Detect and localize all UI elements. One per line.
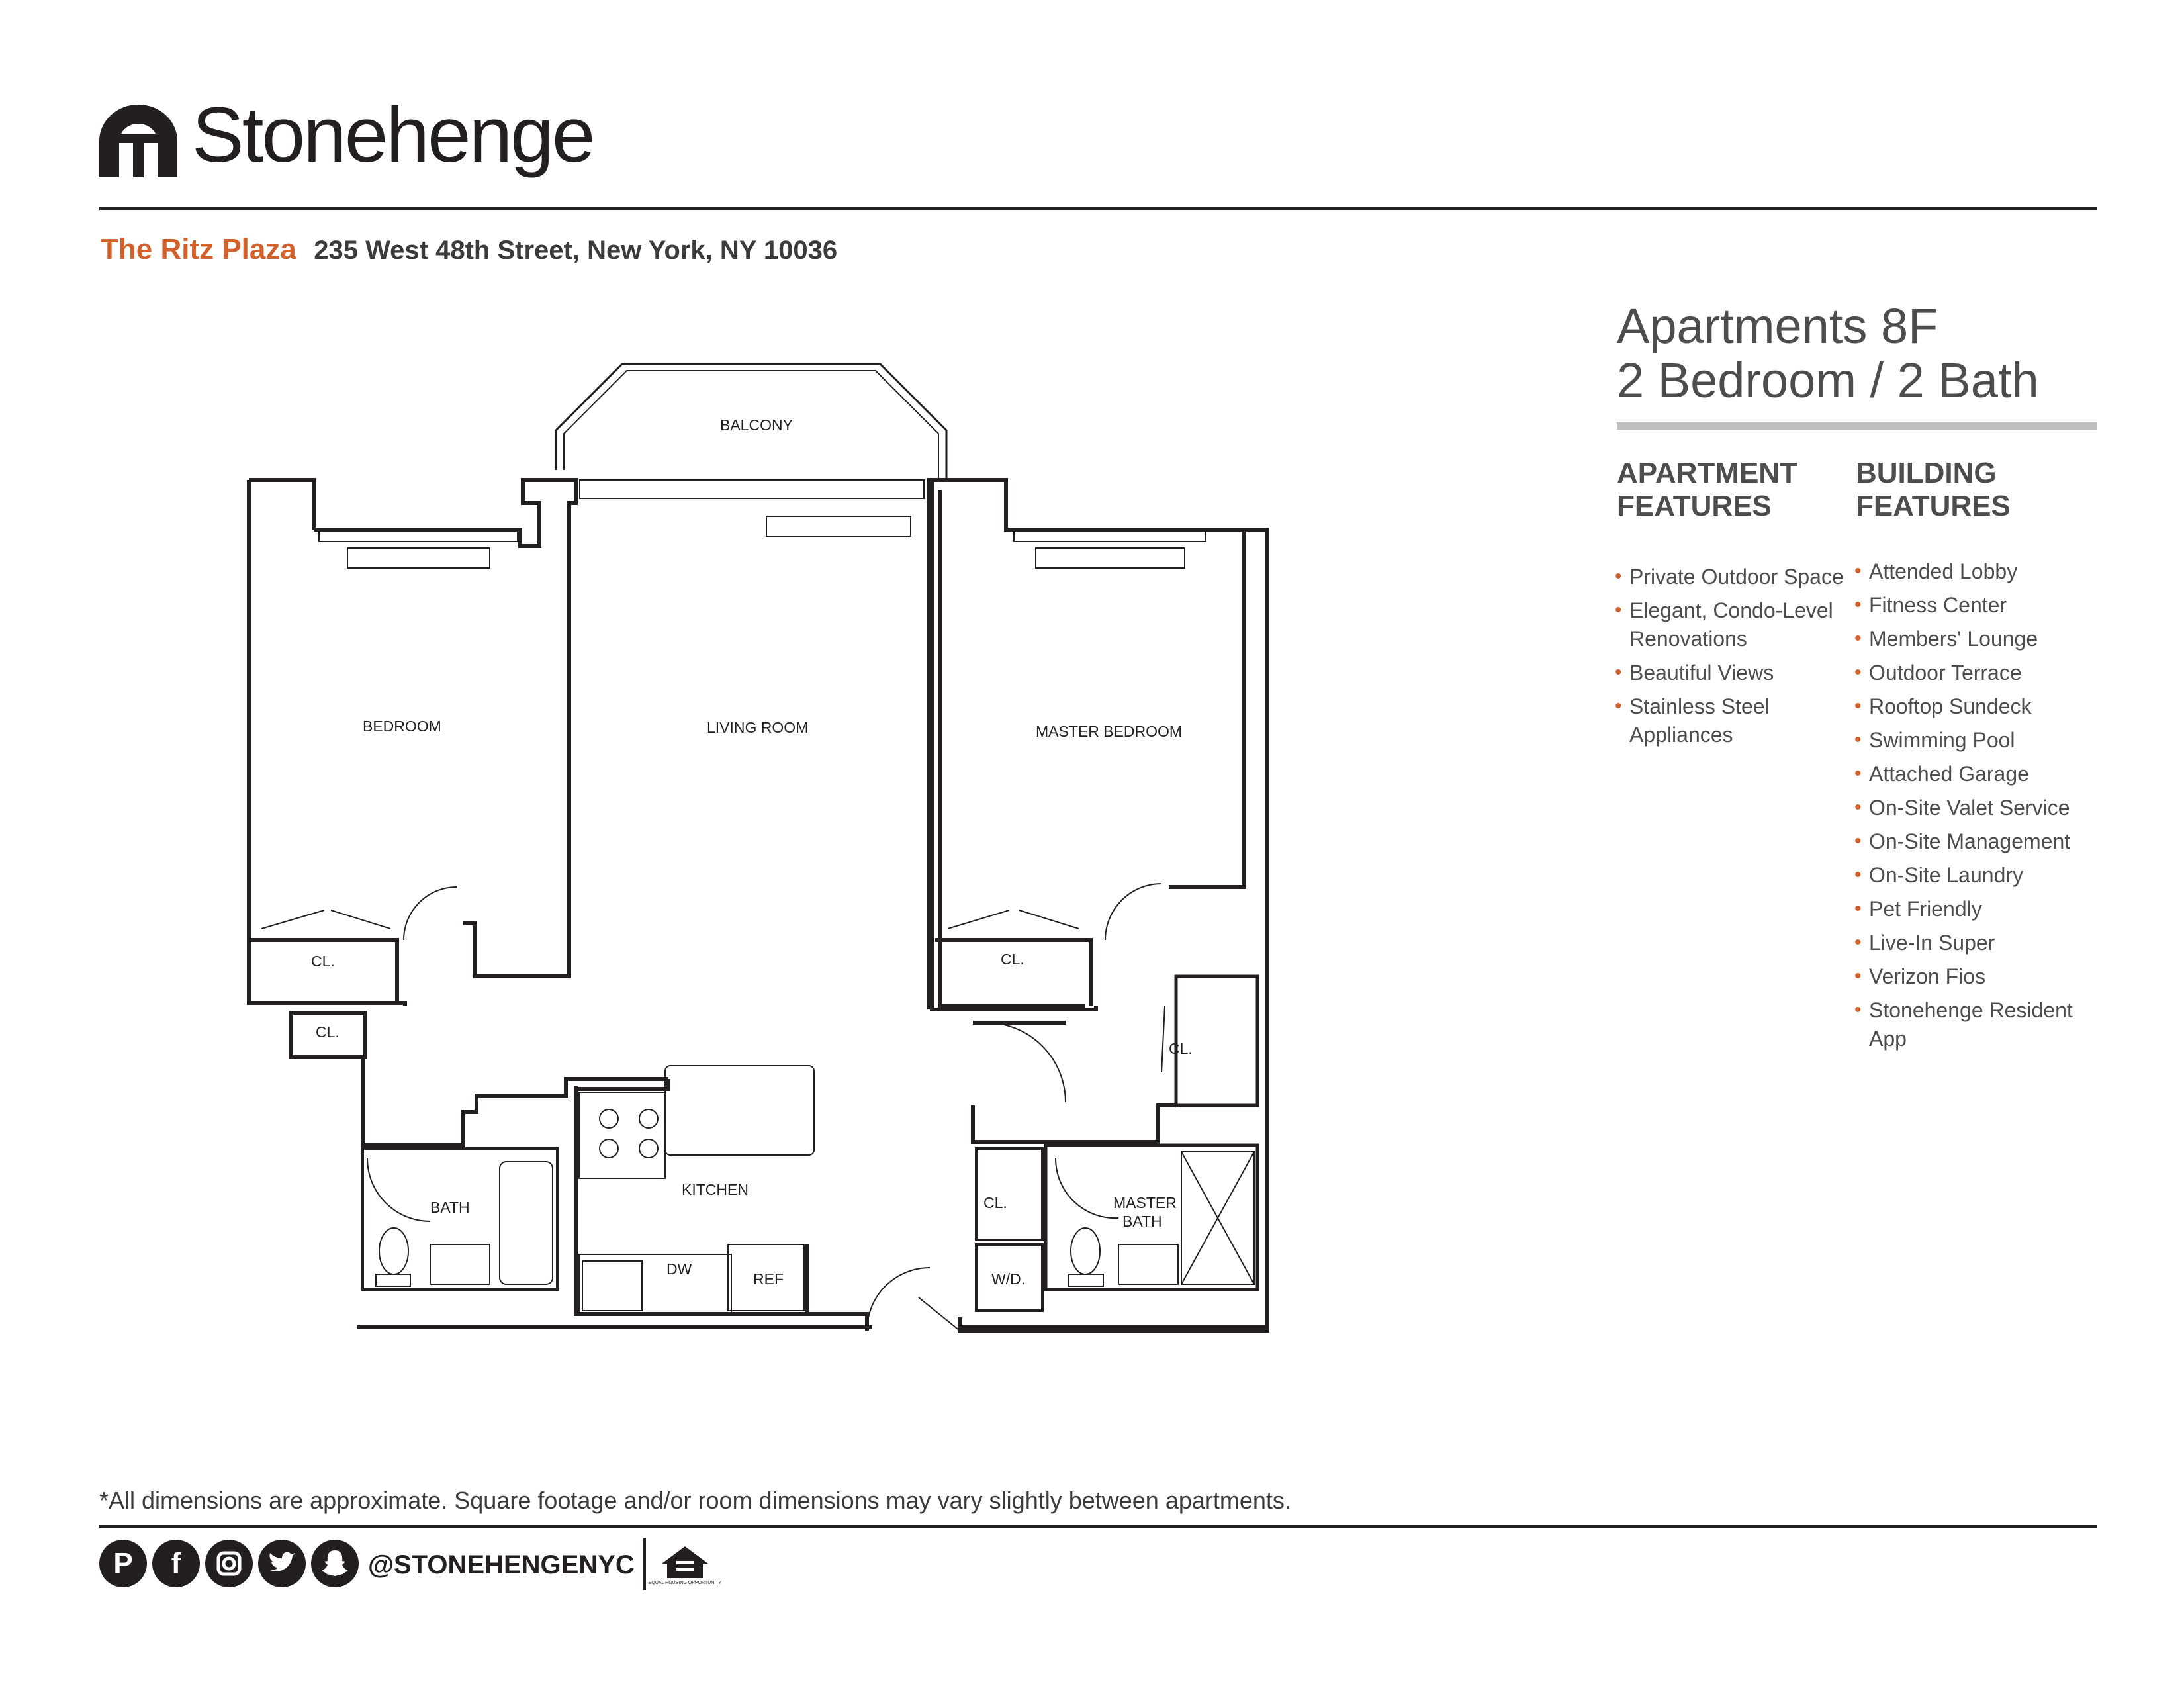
master-bath-label: BATH [1122,1213,1162,1230]
list-item: • On-Site Management [1854,827,2106,856]
list-item: • Live-In Super [1854,929,2106,957]
footer-separator [643,1538,646,1590]
list-item: • Elegant, Condo-Level Renovations [1615,596,1860,653]
list-item: • Attended Lobby [1854,557,2106,586]
apartment-number: Apartments 8F [1617,299,1938,353]
list-item: • Outdoor Terrace [1854,659,2106,687]
list-item: • Swimming Pool [1854,726,2106,755]
apartment-layout: 2 Bedroom / 2 Bath [1617,353,2039,408]
closet-label: CL. [316,1023,340,1041]
list-item: • On-Site Laundry [1854,861,2106,890]
closet-label: CL. [311,953,335,970]
pinterest-icon[interactable]: P [99,1540,147,1587]
list-item: • Members' Lounge [1854,625,2106,653]
footer-divider [99,1525,2097,1528]
social-handle[interactable]: @STONEHENGENYC [368,1550,635,1579]
balcony-label: BALCONY [720,416,793,434]
list-item: • Fitness Center [1854,591,2106,620]
bath-label: BATH [430,1199,470,1216]
master-bath-label: MASTER [1113,1194,1177,1211]
dishwasher-label: DW [666,1260,692,1278]
refrigerator-label: REF [753,1270,784,1288]
building-name: The Ritz Plaza [101,233,296,265]
list-item: • Verizon Fios [1854,962,2106,991]
apartment-features-heading: APARTMENT FEATURES [1617,457,1797,522]
list-item: • Stainless Steel Appliances [1615,692,1860,749]
list-item: • Pet Friendly [1854,895,2106,923]
snapchat-icon[interactable] [311,1540,359,1587]
street-address: 235 West 48th Street, New York, NY 10036 [314,236,838,265]
equal-housing-icon [648,1541,722,1589]
list-item: • Attached Garage [1854,760,2106,788]
disclaimer: *All dimensions are approximate. Square footage and/or room dimensions may vary slightly between apartments. [99,1487,1291,1514]
list-item: • Rooftop Sundeck [1854,692,2106,721]
building-features-heading: BUILDING FEATURES [1856,457,2011,522]
kitchen-label: KITCHEN [682,1181,749,1198]
bedroom-label: BEDROOM [363,718,441,735]
list-item: • Private Outdoor Space [1615,563,1860,591]
closet-label: CL. [1001,951,1024,968]
equal-housing-text: EQUAL HOUSING OPPORTUNITY [648,1581,722,1585]
master-bedroom-label: MASTER BEDROOM [1036,723,1183,740]
living-room-label: LIVING ROOM [707,719,809,736]
list-item: • On-Site Valet Service [1854,794,2106,822]
closet-label: CL. [983,1194,1007,1211]
brand-name: Stonehenge [192,91,594,179]
closet-label: CL. [1169,1040,1193,1057]
instagram-icon[interactable] [205,1540,253,1587]
facebook-icon[interactable]: f [152,1540,200,1587]
twitter-icon[interactable] [258,1540,306,1587]
washer-dryer-label: W/D. [991,1270,1026,1288]
list-item: • Beautiful Views [1615,659,1860,687]
list-item: • Stonehenge Resident App [1854,996,2106,1053]
